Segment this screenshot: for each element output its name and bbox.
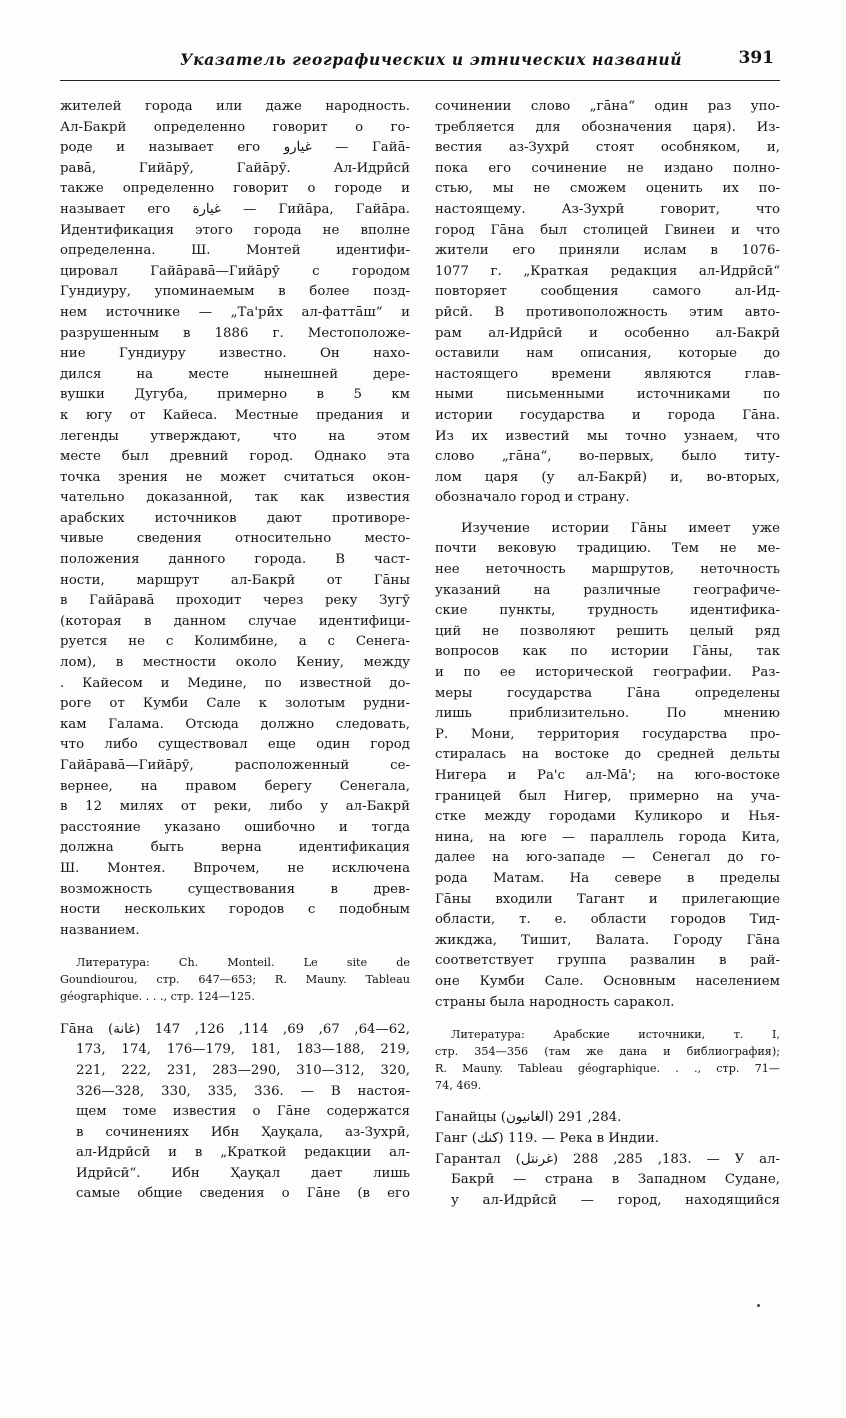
entry-garantal: Гарантал (ﻏﺮﻧﺘﻞ) 183, 285, 288. — У ал- [435, 1151, 780, 1167]
text-line: требляется для обозначения царя). Из- [435, 119, 780, 135]
text-line: точка зрения не может считаться окон- [60, 469, 410, 485]
text-line: ности, маршрут ал-Бакрӣ от Га̄ны [60, 572, 410, 588]
text-line: Из их известий мы точно узнаем, что [435, 428, 780, 444]
text-line: настоящего времени являются глав- [435, 366, 780, 382]
text-line: руется не с Колимбине, а с Сенега- [60, 634, 410, 650]
entry-line: Бакрӣ — страна в Западном Судане, [451, 1172, 780, 1188]
text-line: возможность существования в древ- [60, 881, 410, 897]
text-line: в Гайа̄рава̄ проходит через реку Зугӯ [60, 593, 410, 609]
entry-line: у ал-Идрӣсӣ — город, находящийся [451, 1192, 780, 1208]
text-line: также определенно говорит о городе и [60, 181, 410, 197]
running-header [60, 40, 780, 81]
text-line: повторяет сообщения самого ал-Ид- [435, 284, 780, 300]
entry-gang: Ганг (ﻛﻨﻚ) 119. — Река в Индии. [435, 1130, 659, 1146]
literature-line: Литература: Ch. Monteil. Le site de [76, 956, 410, 970]
text-line: стиралась на востоке до средней дельты [435, 747, 780, 763]
text-line: дился на месте нынешней дере- [60, 366, 410, 382]
entry-line: самые общие сведения о Га̄не (в его [76, 1186, 410, 1202]
text-line: вернее, на правом берегу Сенегала, [60, 778, 410, 794]
text-line: Ал-Бакрй определенно говорит о го- [60, 119, 410, 135]
text-line: . Кайесом и Медине, по известной до- [60, 675, 410, 691]
text-line: нем источнике — „Та'рӣх ал-фатта̄ш“ и [60, 304, 410, 320]
print-mark [757, 1304, 760, 1307]
text-line: указаний на различные географиче- [435, 582, 780, 598]
text-line: жителей города или даже народность. [60, 99, 410, 114]
text-line: стью, мы не сможем оценить их по- [435, 181, 780, 197]
text-line: стке между городами Куликоро и Нья- [435, 809, 780, 825]
text-line: в 12 милях от реки, либо у ал-Бакрӣ [60, 799, 410, 815]
left-paragraph [60, 97, 410, 941]
text-line: расстояние указано ошибочно и тогда [60, 819, 410, 835]
left-literature [60, 955, 410, 1005]
text-line: и по ее исторической географии. Раз- [435, 665, 780, 681]
right-column [435, 97, 780, 1211]
text-line: ности нескольких городов с подобным [60, 902, 410, 918]
text-line: Гундиуру, упоминаемым в более позд- [60, 284, 410, 300]
text-line: что либо существовал еще один город [60, 737, 410, 753]
text-line: вопросов как по истории Га̄ны, так [435, 644, 780, 660]
text-line: кам Галама. Отсюда должно следовать, [60, 716, 410, 732]
literature-line: стр. 354—356 (там же дана и библиография); [435, 1044, 780, 1058]
text-line: области, т. е. области городов Тид- [435, 912, 780, 928]
text-line: ние Гундиуру известно. Он нахо- [60, 346, 410, 362]
text-line: жители его приняли ислам в 1076- [435, 243, 780, 259]
text-line: жикджа, Тишит, Валата. Городу Га̄на [435, 932, 780, 948]
entry-ganaitsy: Ганайцы (ﺍﻟﻐﺎﻧﻴﻮﻥ) 284, 291. [435, 1110, 622, 1126]
text-line: арабских источников дают противоре- [60, 510, 410, 526]
entry-gana [60, 1020, 410, 1205]
text-line: цировал Гайа̄рава̄—Гийа̄рӯ с городом [60, 263, 410, 279]
text-line: рода Матам. На севере в пределы [435, 870, 780, 886]
entry-line: 173, 174, 176—179, 181, 183—188, 219, [76, 1042, 410, 1058]
text-line: Га̄ны входили Тагант и прилегающие [435, 891, 780, 907]
text-line: нее неточность маршрутов, неточность [435, 562, 780, 578]
text-line: к югу от Кайеса. Местные предания и [60, 407, 410, 423]
left-column [60, 97, 410, 1205]
text-line: Изучение истории Га̄ны имеет уже [461, 520, 780, 536]
running-title: Указатель географических и этнических названий [180, 50, 683, 69]
text-line: Ш. Монтея. Впрочем, не исключена [60, 860, 410, 876]
text-line: рӣсӣ. В противоположность этим авто- [435, 304, 780, 320]
right-paragraph-1 [435, 97, 780, 509]
text-line: меры государства Га̄на определены [435, 685, 780, 701]
text-line: чательно доказанной, так как известия [60, 490, 410, 506]
text-line: лом царя (у ал-Бакрӣ) и, во-вторых, [435, 469, 780, 485]
text-line: пока его сочинение не издано полно- [435, 160, 780, 176]
text-line: границей был Нигер, примерно на уча- [435, 788, 780, 804]
literature-line: Goundiourou, стр. 647—653; R. Mauny. Tableau [60, 973, 410, 987]
text-line: ными письменными источниками по [435, 387, 780, 403]
text-line: вестия аз-Зухрӣ стоят особняком, и, [435, 140, 780, 156]
text-line: настоящему. Аз-Зухрӣ говорит, что [435, 201, 780, 217]
text-line: истории государства и города Га̄на. [435, 407, 780, 423]
right-paragraph-2 [435, 519, 780, 1013]
text-line: чивые сведения относительно место- [60, 531, 410, 547]
entry-line: Га̄на (ﻏﺎﻧﺔ) 62—64, 67, 69, 114, 126, 147, [60, 1021, 410, 1037]
text-line: Р. Мони, территория государства про- [435, 726, 780, 742]
text-line: лишь приблизительно. По мнению [435, 706, 780, 722]
text-line: названием. [60, 922, 140, 938]
literature-line: Литература: Арабские источники, т. I, [451, 1028, 780, 1042]
text-line: ций не позволяют решить целый ряд [435, 623, 780, 639]
text-line: город Га̄на был столицей Гвинеи и что [435, 222, 780, 238]
text-line: легенды утверждают, что на этом [60, 428, 410, 444]
text-line: нина, на юге — параллель города Кита, [435, 829, 780, 845]
text-line: Идентификация этого города не вполне [60, 222, 410, 238]
text-line: должна быть верна идентификация [60, 840, 410, 856]
text-line: определенна. Ш. Монтей идентифи- [60, 243, 410, 259]
entry-line: ал-Идрӣсӣ и в „Краткой редакции ал- [76, 1145, 410, 1161]
text-line: месте был древний город. Однако эта [60, 449, 410, 465]
text-line: рам ал-Идрӣсӣ и особенно ал-Бакрӣ [435, 325, 780, 341]
entry-line: 221, 222, 231, 283—290, 310—312, 320, [76, 1062, 410, 1078]
text-line: соответствует группа развалин в рай- [435, 953, 780, 969]
text-line: роге от Кумби Сале к золотым рудни- [60, 696, 410, 712]
entry-line: щем томе известия о Га̄не содержатся [76, 1104, 410, 1120]
literature-line: géographique. . . ., стр. 124—125. [60, 989, 255, 1003]
text-line: обозначало город и страну. [435, 490, 630, 506]
text-line: (которая в данном случае идентифици- [60, 613, 410, 629]
text-line: разрушенным в 1886 г. Местоположе- [60, 325, 410, 341]
text-line: 1077 г. „Краткая редакция ал-Идрӣсӣ“ [435, 263, 780, 279]
text-line: вушки Дугуба, примерно в 5 км [60, 387, 410, 403]
literature-line: 74, 469. [435, 1078, 482, 1092]
literature-line: R. Mauny. Tableau géographique. . ., стр. 71— [435, 1061, 780, 1075]
text-line: Гайа̄рава̄—Гийа̄рӯ, расположенный се- [60, 758, 410, 773]
entry-line: 326—328, 330, 335, 336. — В настоя- [76, 1083, 410, 1099]
right-literature [435, 1027, 780, 1094]
text-line: называет его ﻏﻴﺎﺭﺓ — Гийа̄ра, Гайа̄ра. [60, 201, 410, 217]
text-line: оставили нам описания, которые до [435, 346, 780, 362]
index-entries [435, 1108, 780, 1211]
text-line: рава̄, Гийа̄рӯ, Гайа̄рӯ. Ал-Идрӣсӣ [60, 160, 410, 176]
text-line: положения данного города. В част- [60, 552, 410, 568]
text-line: почти вековую традицию. Тем не ме- [435, 541, 780, 557]
entry-line: Идрӣсӣ“. Ибн Ҳауқал дает лишь [76, 1165, 410, 1181]
text-line: далее на юго-западе — Сенегал до го- [435, 850, 780, 866]
text-line: ские пункты, трудность идентифика- [435, 603, 780, 619]
text-line: сочинении слово „га̄на“ один раз упо- [435, 99, 780, 114]
entry-line: в сочинениях Ибн Ҳауқала, аз-Зухрӣ, [76, 1124, 410, 1140]
page-number: 391 [738, 48, 774, 68]
text-line: оне Кумби Сале. Основным населением [435, 973, 780, 989]
text-line: лом), в местности около Кениу, между [60, 655, 410, 671]
text-line: роде и называет его ﻏﻴﺎﺭﻭ — Гайа̄- [60, 140, 410, 156]
text-line: страны была народность саракол. [435, 994, 675, 1010]
text-line: слово „га̄на“, во-первых, было титу- [435, 449, 780, 465]
text-line: Нигера и Ра'с ал-Ма̄'; на юго-востоке [435, 768, 780, 783]
